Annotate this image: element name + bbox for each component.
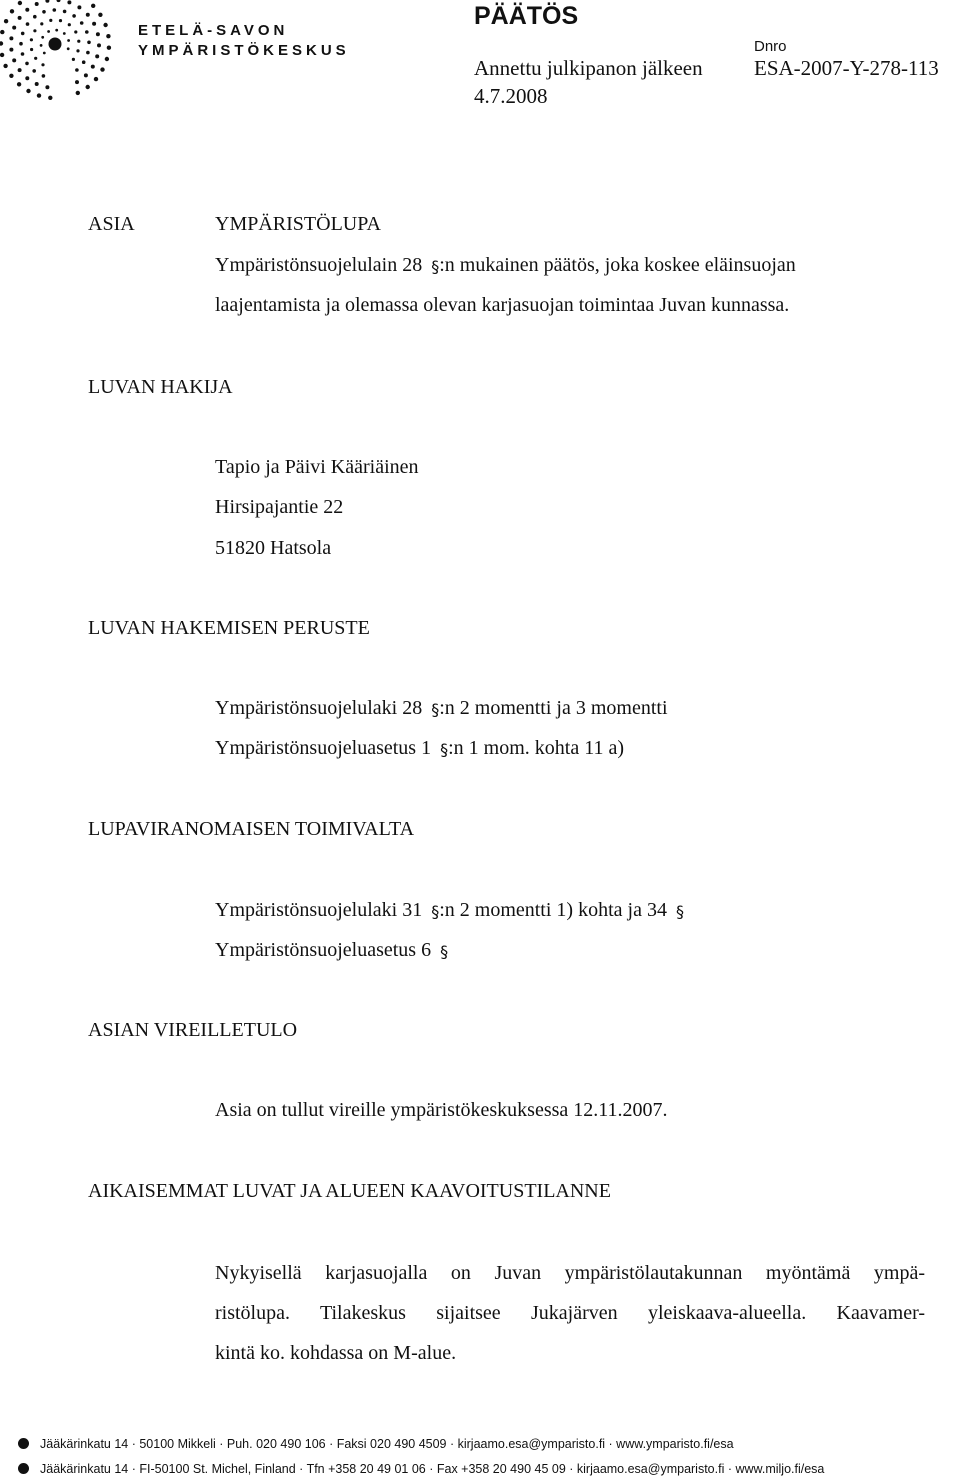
logo-ring-dot bbox=[72, 14, 76, 18]
logo-ring-dot bbox=[97, 43, 101, 47]
logo-ring-dot bbox=[91, 4, 95, 8]
logo-ring-dot bbox=[85, 30, 89, 34]
logo-ring-dot bbox=[68, 23, 71, 26]
logo-ring-dot bbox=[80, 21, 84, 25]
footer-address-en bbox=[18, 1462, 824, 1476]
logo-ring-dot bbox=[21, 32, 25, 36]
logo-ring-dot bbox=[42, 10, 46, 14]
logo-ring-dot bbox=[45, 85, 49, 89]
logo-ring-dot bbox=[53, 8, 57, 12]
logo-ring-dot bbox=[41, 63, 44, 66]
logo-ring-dot bbox=[82, 60, 86, 64]
organization-name-line2: YMPÄRISTÖKESKUS bbox=[138, 42, 350, 59]
logo-ring-dot bbox=[47, 30, 50, 33]
footer-address-fi-text: Jääkärinkatu 14 · 50100 Mikkeli · Puh. 020 490 106 · Faksi 020 490 4509 · kirjaamo.esa@ymparisto.fi · www.ymparisto.fi/esa bbox=[40, 1437, 734, 1451]
toimivalta-line2 bbox=[215, 939, 448, 962]
section-title-aiemmat-luvat: AIKAISEMMAT LUVAT JA ALUEEN KAAVOITUSTILANNE bbox=[88, 1180, 611, 1202]
logo-ring-dot bbox=[45, 0, 49, 3]
logo-ring-dot bbox=[26, 22, 30, 26]
logo-ring-dot bbox=[49, 19, 52, 22]
logo-ring-dot bbox=[40, 22, 43, 25]
logo-ring-dot bbox=[86, 85, 90, 89]
logo-ring-dot bbox=[25, 8, 29, 12]
logo-ring-dot bbox=[76, 91, 80, 95]
asia-line1-part-b: :n mukainen päätös, joka koskee eläinsuojan bbox=[439, 254, 796, 276]
toimivalta-line1 bbox=[215, 899, 684, 922]
logo-ring-dot bbox=[63, 10, 67, 14]
logo-ring-dot bbox=[17, 82, 21, 86]
dnro-label: Dnro bbox=[754, 38, 787, 55]
logo-ring-dot bbox=[94, 77, 98, 81]
logo-ring-dot bbox=[43, 52, 46, 55]
logo-ring-dot bbox=[57, 0, 61, 2]
section-title-ymparistolupa: YMPÄRISTÖLUPA bbox=[215, 213, 381, 235]
logo-ring-dot bbox=[63, 32, 66, 35]
logo-ring-dot bbox=[40, 44, 43, 47]
logo-ring-dot bbox=[76, 49, 79, 52]
asia-line2: laajentamista ja olemassa olevan karjasuojan toimintaa Juvan kunnassa. bbox=[215, 294, 790, 316]
applicant-postal: 51820 Hatsola bbox=[215, 537, 332, 559]
peruste-line2 bbox=[215, 737, 624, 760]
peruste-line2-part-a: Ympäristönsuojeluasetus 1 bbox=[215, 737, 432, 759]
logo-ring-dot bbox=[107, 46, 111, 50]
section-title-luvan-hakija: LUVAN HAKIJA bbox=[88, 376, 233, 398]
section-symbol: § bbox=[440, 941, 449, 961]
logo-ring-dot bbox=[19, 42, 23, 46]
aiemmat-line3: kintä ko. kohdassa on M-alue. bbox=[215, 1342, 457, 1364]
logo-ring-dot bbox=[92, 22, 96, 26]
logo-ring-dot bbox=[55, 29, 58, 32]
logo-ring-dot bbox=[98, 13, 102, 17]
logo-ring-dot bbox=[26, 89, 30, 93]
logo-ring-dot bbox=[33, 15, 37, 19]
footer-address-fi bbox=[18, 1437, 734, 1451]
logo-ring-dot bbox=[100, 67, 104, 71]
logo-ring-dot bbox=[41, 36, 44, 39]
toimivalta-line2-part-a: Ympäristönsuojeluasetus 6 bbox=[215, 939, 432, 961]
logo-ring-dot bbox=[34, 57, 37, 60]
logo-ring-dot bbox=[30, 38, 33, 41]
logo-ring-dot bbox=[10, 9, 14, 13]
logo-center-dot bbox=[49, 38, 62, 51]
logo-ring-dot bbox=[0, 41, 3, 45]
logo-ring-dot bbox=[106, 34, 110, 38]
logo-ring-dot bbox=[103, 23, 107, 27]
logo-ring-dot bbox=[0, 30, 4, 34]
peruste-line1-part-a: Ympäristönsuojelulaki 28 bbox=[215, 697, 423, 719]
logo-ring-dot bbox=[48, 96, 52, 100]
applicant-name: Tapio ja Päivi Kääriäinen bbox=[215, 456, 419, 478]
logo-ring-dot bbox=[86, 13, 90, 17]
logo-ring-dot bbox=[0, 53, 4, 57]
asia-line1-part-a: Ympäristönsuojelulain 28 bbox=[215, 254, 423, 276]
section-label-asia: ASIA bbox=[88, 213, 135, 235]
peruste-line1-part-b: :n 2 momentti ja 3 momentti bbox=[439, 697, 668, 719]
logo-ring-dot bbox=[21, 52, 25, 56]
logo-ring-dot bbox=[35, 82, 39, 86]
logo-ring-dot bbox=[86, 51, 90, 55]
logo-ring-dot bbox=[37, 93, 41, 97]
logo-ring-dot bbox=[77, 40, 80, 43]
logo-ring-dot bbox=[18, 1, 22, 5]
logo-ring-dot bbox=[75, 68, 79, 72]
section-title-hakemisen-peruste: LUVAN HAKEMISEN PERUSTE bbox=[88, 617, 370, 639]
section-symbol: § bbox=[431, 901, 440, 921]
logo-ring-dot bbox=[32, 69, 36, 73]
logo-ring-dot bbox=[74, 30, 77, 33]
footer-bullet bbox=[18, 1438, 29, 1449]
applicant-address: Hirsipajantie 22 bbox=[215, 496, 344, 518]
aiemmat-line2: ristölupa. Tilakeskus sijaitsee Jukajärven yleiskaava-alueella. Kaavamer- bbox=[215, 1302, 925, 1324]
dnro-value: ESA-2007-Y-278-113 bbox=[754, 56, 939, 80]
logo-ring-dot bbox=[25, 62, 29, 66]
logo-ring-dot bbox=[77, 5, 81, 9]
logo-ring-dot bbox=[35, 2, 39, 6]
logo-ring-dot bbox=[9, 36, 13, 40]
logo-ring-dot bbox=[105, 57, 109, 61]
logo-ring-dot bbox=[12, 58, 16, 62]
footer-bullet bbox=[18, 1463, 29, 1474]
logo-ring-dot bbox=[3, 64, 7, 68]
issued-label: Annettu julkipanon jälkeen bbox=[474, 56, 703, 80]
document-type: PÄÄTÖS bbox=[474, 2, 579, 30]
section-symbol: § bbox=[431, 699, 440, 719]
logo-ring-dot bbox=[67, 47, 70, 50]
peruste-line1 bbox=[215, 697, 668, 720]
logo-ring-dot bbox=[18, 16, 22, 20]
aiemmat-line1: Nykyisellä karjasuojalla on Juvan ympäristölautakunnan myöntämä ympä- bbox=[215, 1262, 925, 1284]
logo-ring-dot bbox=[42, 74, 46, 78]
section-title-vireilletulo: ASIAN VIREILLETULO bbox=[88, 1019, 298, 1041]
logo-ring-dot bbox=[9, 48, 13, 52]
logo-ring-dot bbox=[75, 80, 79, 84]
logo-ring-dot bbox=[95, 54, 99, 58]
logo-ring-dot bbox=[18, 68, 22, 72]
asia-line1 bbox=[215, 254, 796, 277]
logo-ring-dot bbox=[72, 58, 75, 61]
logo-ring-dot bbox=[4, 19, 8, 23]
toimivalta-line1-part-b: :n 2 momentti 1) kohta ja 34 bbox=[439, 899, 667, 921]
logo-ring-dot bbox=[84, 73, 88, 77]
issued-date: 4.7.2008 bbox=[474, 84, 548, 108]
logo-ring-dot bbox=[96, 32, 100, 36]
logo-ring-dot bbox=[59, 19, 62, 22]
logo-ring-dot bbox=[30, 48, 33, 51]
logo-ring-dot bbox=[67, 0, 71, 4]
logo-ring-dot bbox=[67, 39, 70, 42]
peruste-line2-part-b: :n 1 mom. kohta 11 a) bbox=[448, 737, 624, 759]
logo-ring-dot bbox=[33, 29, 36, 32]
section-symbol: § bbox=[440, 739, 449, 759]
footer-address-en-text: Jääkärinkatu 14 · FI-50100 St. Michel, Finland · Tfn +358 20 49 01 06 · Fax +358 20 490 45 09 · kirjaamo.esa@ymparisto.fi · www.miljo.fi/esa bbox=[40, 1462, 825, 1476]
logo-ring-dot bbox=[91, 65, 95, 69]
section-title-toimivalta: LUPAVIRANOMAISEN TOIMIVALTA bbox=[88, 818, 415, 840]
section-symbol: § bbox=[431, 256, 440, 276]
vireilletulo-text: Asia on tullut vireille ympäristökeskuksessa 12.11.2007. bbox=[215, 1099, 668, 1121]
toimivalta-line1-part-a: Ympäristönsuojelulaki 31 bbox=[215, 899, 423, 921]
organization-logo-dots bbox=[0, 0, 130, 100]
logo-ring-dot bbox=[87, 41, 91, 45]
logo-ring-dot bbox=[12, 26, 16, 30]
logo-ring-dot bbox=[25, 76, 29, 80]
logo-ring-dot bbox=[9, 74, 13, 78]
organization-name-line1: ETELÄ-SAVON bbox=[138, 22, 289, 39]
section-symbol: § bbox=[675, 901, 684, 921]
